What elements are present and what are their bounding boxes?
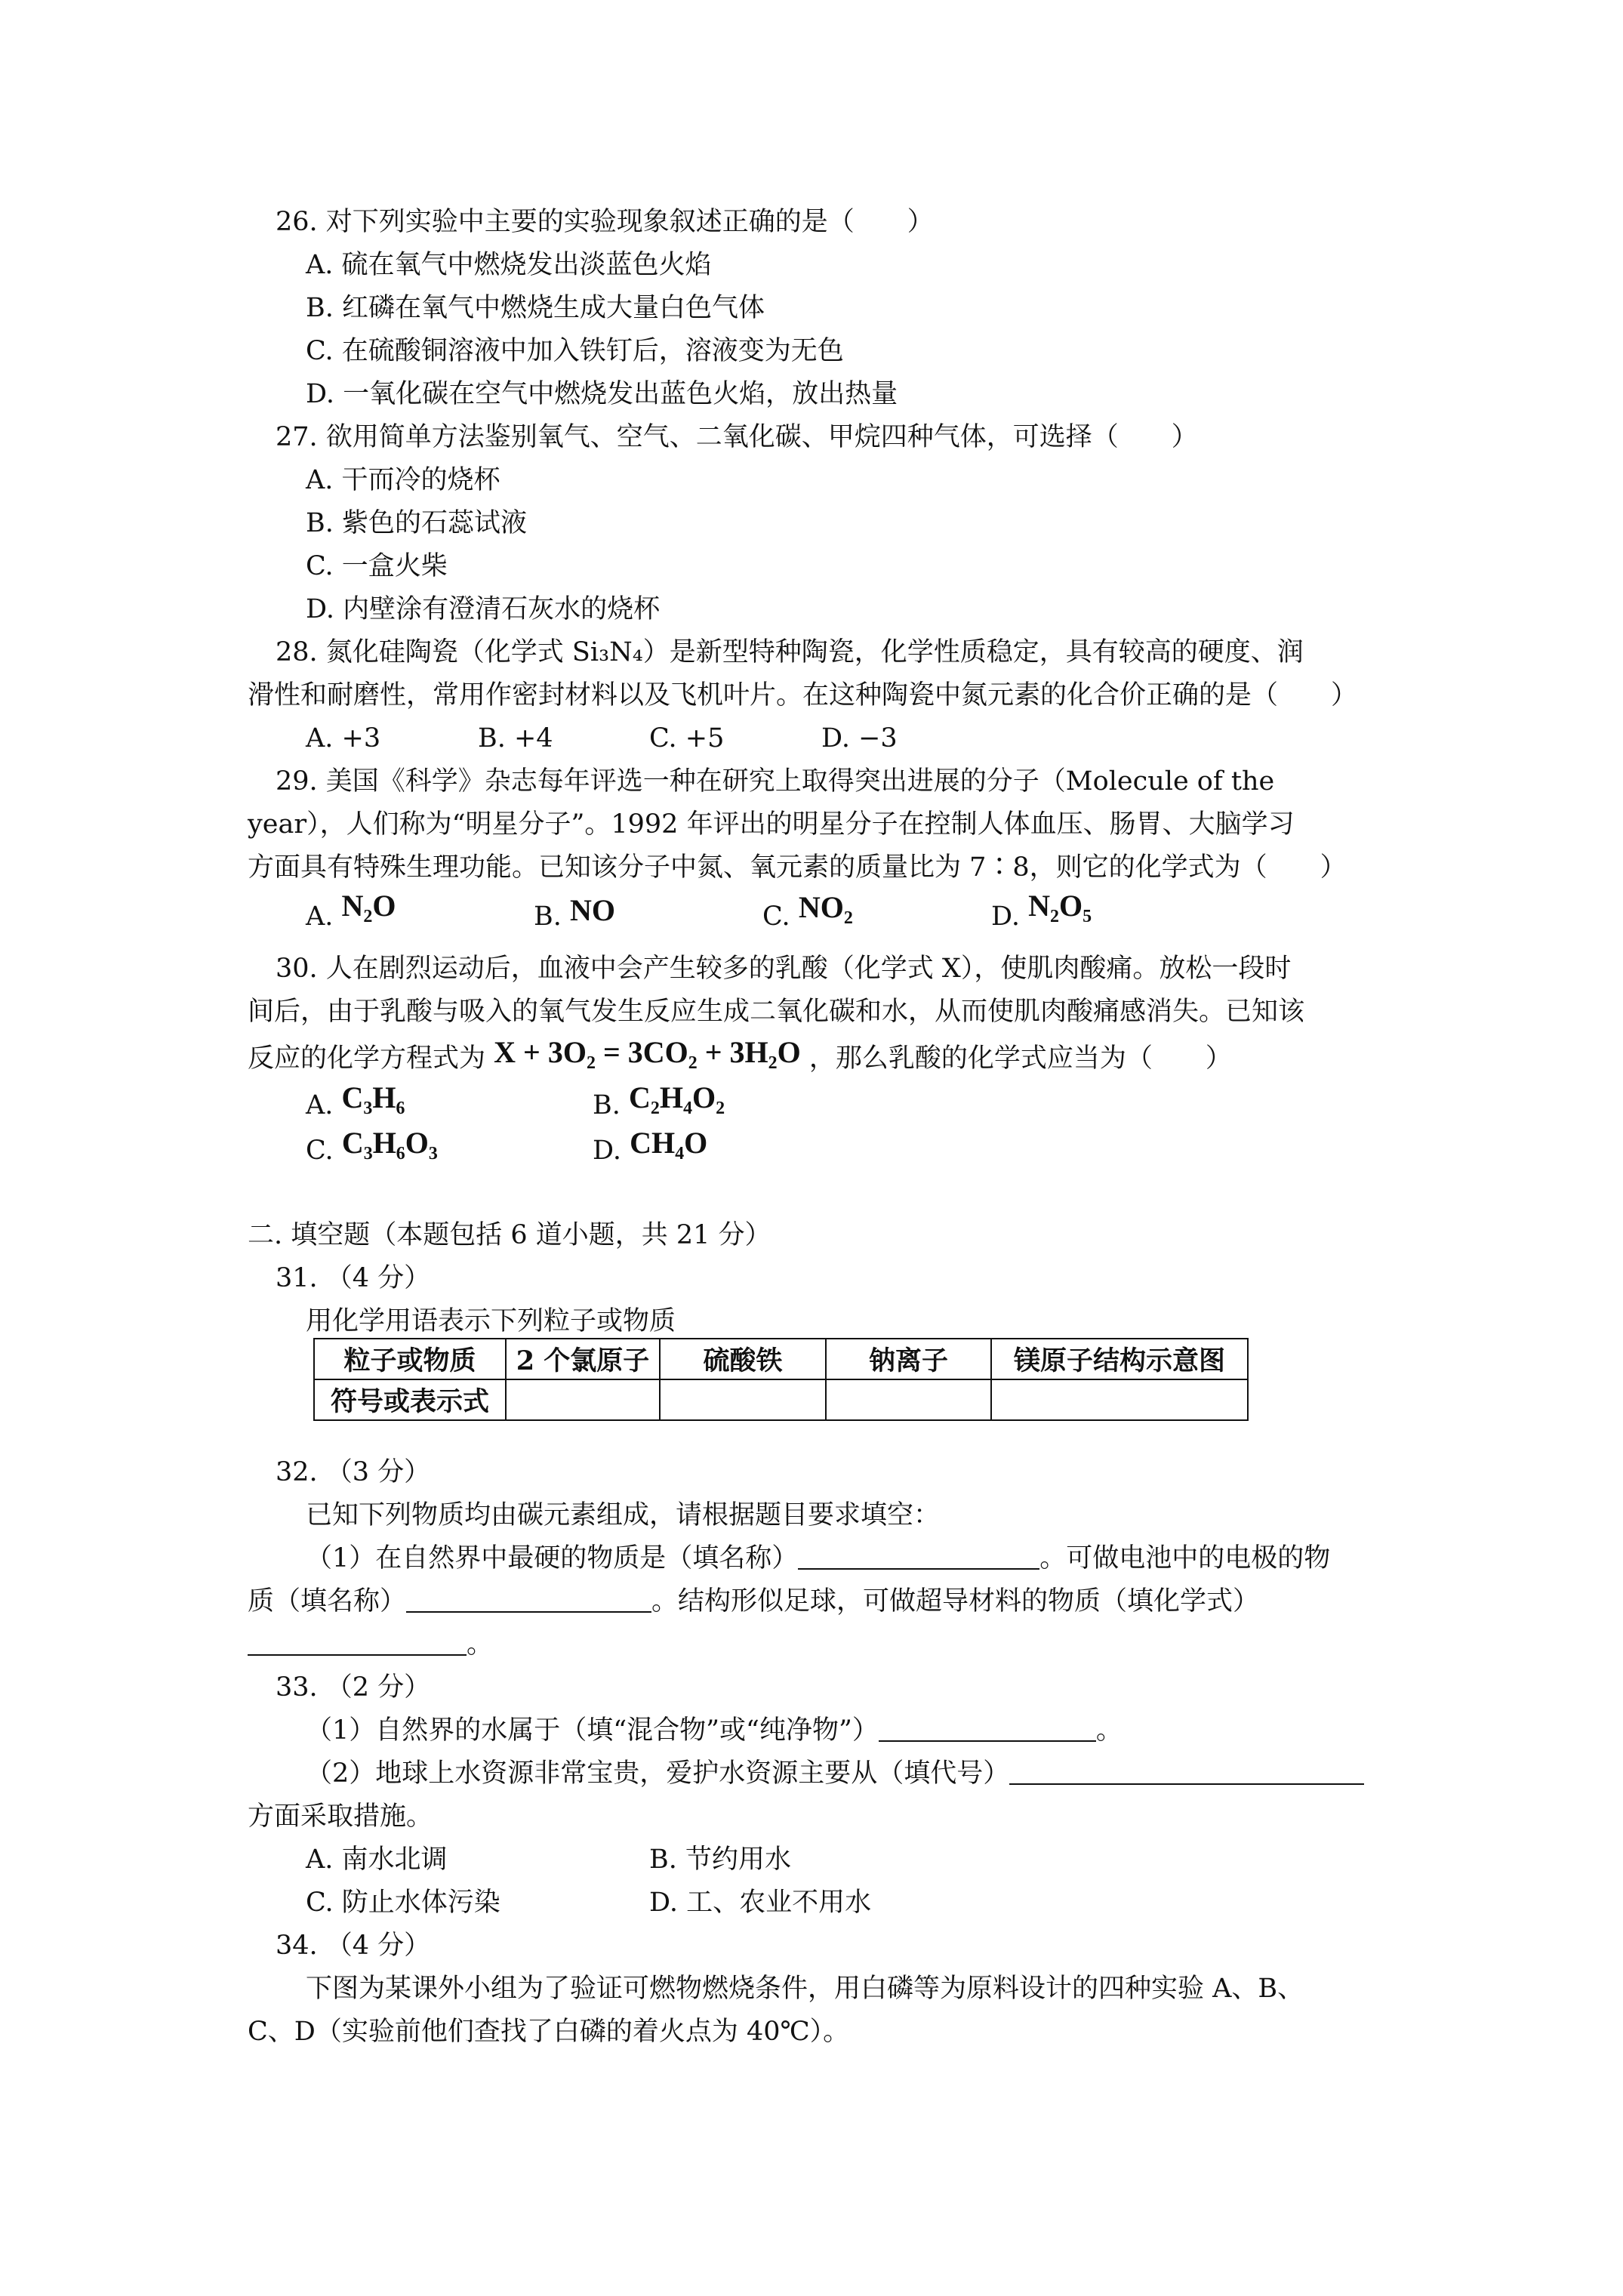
table-cell: 2 个氯原子	[506, 1339, 660, 1379]
q27-option-a: A. 干而冷的烧杯	[306, 465, 500, 495]
q30-option-b-formula: C₂H₄O₂	[629, 1080, 725, 1114]
answer-cell[interactable]	[991, 1379, 1248, 1420]
q34-score: 34. （4 分）	[276, 1931, 431, 1961]
q30-option-d	[593, 1126, 708, 1167]
q29-option-a	[306, 889, 396, 933]
section-2-title: 二. 填空题（本题包括 6 道小题，共 21 分）	[248, 1220, 771, 1250]
q26-option-b: B. 红磷在氧气中燃烧生成大量白色气体	[306, 293, 765, 323]
table-row	[314, 1379, 1248, 1420]
answer-cell[interactable]	[506, 1379, 660, 1420]
q33-option-a: A. 南水北调	[306, 1845, 448, 1875]
answer-cell[interactable]	[826, 1379, 991, 1420]
q27-option-c: C. 一盒火柴	[306, 551, 448, 581]
answer-blank[interactable]	[798, 1546, 1039, 1570]
q30-option-c	[306, 1126, 438, 1167]
q30-option-b	[593, 1080, 725, 1122]
q27-option-d: D. 内壁涂有澄清石灰水的烧杯	[306, 594, 661, 624]
q32-line-3	[248, 1628, 493, 1661]
answer-blank[interactable]	[248, 1632, 467, 1656]
q30-line-3-pre: 反应的化学方程式为	[248, 1043, 486, 1074]
q29-option-b-formula: NO	[570, 893, 615, 927]
q32-line-2-tail: 。结构形似足球，可做超导材料的物质（填化学式）	[651, 1586, 1260, 1616]
q30-option-c-formula: C₃H₆O₃	[341, 1126, 438, 1160]
q29-line-1: 29. 美国《科学》杂志每年评选一种在研究上取得突出进展的分子（Molecule of the	[276, 766, 1275, 797]
q30-option-c-label: C.	[306, 1136, 334, 1166]
q32-intro: 已知下列物质均由碳元素组成，请根据题目要求填空：	[306, 1500, 941, 1530]
q32-line-2-text: 质（填名称）	[248, 1586, 407, 1616]
table-cell: 硫酸铁	[660, 1339, 826, 1379]
q30-option-b-label: B.	[593, 1090, 621, 1120]
q30-line-1: 30. 人在剧烈运动后，血液中会产生较多的乳酸（化学式 X），使肌肉酸痛。放松一段时	[276, 954, 1292, 984]
q26-option-a: A. 硫在氧气中燃烧发出淡蓝色火焰	[306, 250, 712, 280]
q32-line-1-text: （1）在自然界中最硬的物质是（填名称）	[306, 1543, 799, 1573]
q31-intro: 用化学用语表示下列粒子或物质	[306, 1306, 676, 1336]
q29-option-a-label: A.	[306, 901, 334, 932]
q26-option-d: D. 一氧化碳在空气中燃烧发出蓝色火焰，放出热量	[306, 379, 898, 409]
q33-score: 33. （2 分）	[276, 1672, 431, 1703]
q33-line-2	[306, 1757, 1364, 1790]
q29-line-2: year），人们称为“明星分子”。1992 年评出的明星分子在控制人体血压、肠胃、大脑学习	[248, 809, 1295, 840]
q32-score: 32. （3 分）	[276, 1457, 431, 1487]
q29-option-d	[991, 889, 1092, 933]
q29-option-b-label: B.	[534, 901, 562, 932]
q29-option-d-formula: N₂O₅	[1028, 889, 1092, 923]
q32-line-1	[306, 1542, 1330, 1575]
table-cell: 钠离子	[826, 1339, 991, 1379]
q28-option-a: A. +3	[306, 723, 381, 754]
table-cell: 符号或表示式	[314, 1379, 506, 1420]
q30-line-3-post: ，那么乳酸的化学式应当为（ ）	[808, 1043, 1232, 1074]
q31-score: 31. （4 分）	[276, 1263, 431, 1293]
q33-option-d: D. 工、农业不用水	[649, 1888, 872, 1918]
q33-line-2-text: （2）地球上水资源非常宝贵，爱护水资源主要从（填代号）	[306, 1758, 1010, 1789]
q29-option-b	[534, 893, 615, 933]
q27-stem: 27. 欲用简单方法鉴别氧气、空气、二氧化碳、甲烷四种气体，可选择（ ）	[276, 422, 1198, 452]
q29-option-a-formula: N₂O	[341, 889, 396, 923]
q26-option-c: C. 在硫酸铜溶液中加入铁钉后，溶液变为无色	[306, 336, 844, 366]
q30-option-a	[306, 1080, 405, 1122]
q32-line-2	[248, 1585, 1259, 1618]
q29-option-c-formula: NO₂	[798, 890, 853, 924]
q33-line-1-text: （1）自然界的水属于（填“混合物”或“纯净物”）	[306, 1715, 879, 1746]
q33-line-3: 方面采取措施。	[248, 1801, 433, 1832]
q33-line-1	[306, 1714, 1123, 1747]
answer-cell[interactable]	[660, 1379, 826, 1420]
q26-stem: 26. 对下列实验中主要的实验现象叙述正确的是（ ）	[276, 207, 934, 237]
q34-line-2: C、D（实验前他们查找了白磷的着火点为 40℃）。	[248, 2017, 850, 2047]
q30-option-d-label: D.	[593, 1136, 621, 1166]
q33-line-1-tail: 。	[1095, 1715, 1123, 1746]
q34-line-1: 下图为某课外小组为了验证可燃物燃烧条件，用白磷等为原料设计的四种实验 A、B、	[306, 1974, 1304, 2004]
q33-option-c: C. 防止水体污染	[306, 1888, 500, 1918]
q28-option-c: C. +5	[649, 723, 725, 754]
q28-option-d: D. −3	[821, 723, 898, 754]
q28-line-1: 28. 氮化硅陶瓷（化学式 Si₃N₄）是新型特种陶瓷，化学性质稳定，具有较高的硬度、润	[276, 637, 1304, 667]
answer-blank[interactable]	[879, 1718, 1096, 1742]
q32-line-1-tail: 。可做电池中的电极的物	[1039, 1543, 1331, 1573]
q27-option-b: B. 紫色的石蕊试液	[306, 508, 527, 538]
table-cell: 镁原子结构示意图	[991, 1339, 1248, 1379]
q29-line-3: 方面具有特殊生理功能。已知该分子中氮、氧元素的质量比为 7∶8，则它的化学式为（ ）	[248, 852, 1347, 883]
q33-option-b: B. 节约用水	[649, 1845, 791, 1875]
answer-blank[interactable]	[1009, 1761, 1364, 1785]
table-cell: 粒子或物质	[314, 1339, 506, 1379]
q29-option-c-label: C.	[762, 901, 790, 932]
q29-option-c	[762, 890, 853, 933]
q30-option-a-formula: C₃H₆	[341, 1080, 405, 1114]
table-row	[314, 1339, 1248, 1379]
q30-line-3	[248, 1035, 1232, 1075]
q28-line-2: 滑性和耐磨性，常用作密封材料以及飞机叶片。在这种陶瓷中氮元素的化合价正确的是（ ）	[248, 680, 1358, 710]
q28-option-b: B. +4	[478, 723, 553, 754]
q29-option-d-label: D.	[991, 901, 1020, 932]
q30-equation: X + 3O₂ = 3CO₂ + 3H₂O	[494, 1035, 801, 1069]
q30-option-a-label: A.	[306, 1090, 334, 1120]
q30-line-2: 间后，由于乳酸与吸入的氧气发生反应生成二氧化碳和水，从而使肌肉酸痛感消失。已知该	[248, 997, 1305, 1027]
q32-line-3-tail: 。	[467, 1629, 494, 1660]
q31-table	[313, 1338, 1249, 1421]
answer-blank[interactable]	[406, 1589, 651, 1613]
q30-option-d-formula: CH₄O	[630, 1126, 708, 1160]
